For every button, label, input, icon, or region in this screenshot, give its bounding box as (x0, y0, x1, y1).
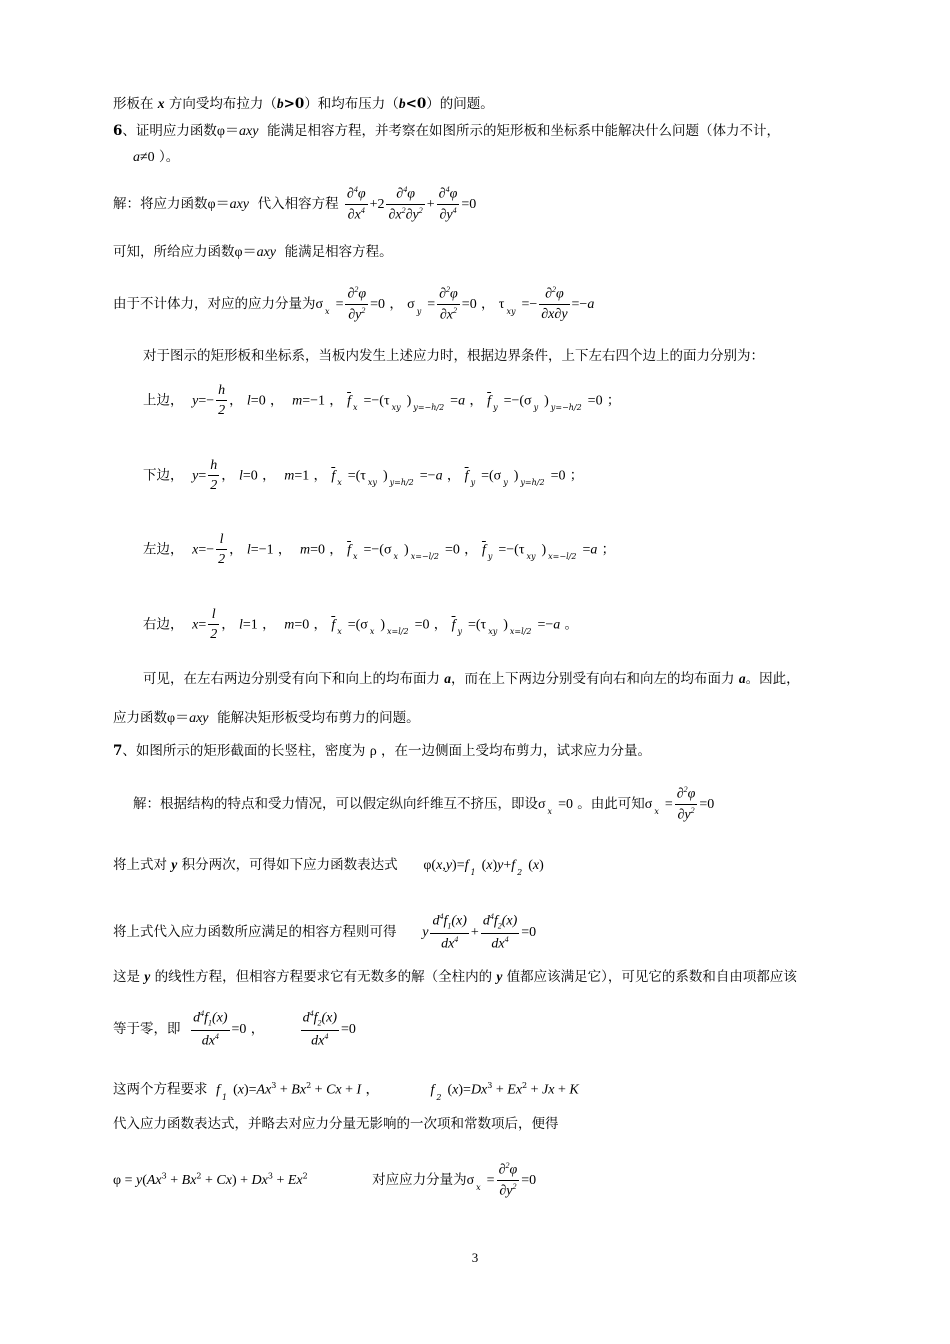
problem-6-condition: a≠0 ）。 (133, 149, 180, 165)
compat-substitution: 将上式代入应力函数所应满足的相容方程则可得 y $\frac{d^4f_1(x)}{dx^4}$ + $\frac{d^4f_2(x)}{dx^4}$ =0 (113, 912, 537, 952)
solution-7-assumption: 解：根据结构的特点和受力情况，可以假定纵向纤维互不挤压，即设σ $_x$ =0 。由此可知σ $_x$ = $\frac{\partial^2\varphi}{\partial y^2}$ =0 (133, 785, 715, 823)
final-stress-function: $\varphi = y(Ax^3 + Bx^2 + Cx) + Dx^3 + Ex^2$ 对应应力分量为σ $_x$ = $\frac{\partial^2\varphi}{\partial y^2}$ =0 (113, 1161, 537, 1199)
coefficient-conditions: 等于零，即 $\frac{d^4f_1(x)}{dx^4}$ =0 ， $\frac{d^4f_2(x)}{dx^4}$ =0 (113, 1009, 356, 1049)
function-forms: 这两个方程要求 f $_1$ $(x)=Ax^3 + Bx^2 + Cx + I$ ， f $_2$ $(x)=Dx^3 + Ex^2 + Jx + K$ (113, 1081, 579, 1102)
text-line-21: 代入应力函数表达式，并略去对应力分量无影响的一次项和常数项后，便得 (113, 1116, 559, 1132)
problem-6-statement: 6、证明应力函数φ＝axy 能满足相容方程，并考察在如图所示的矩形板和坐标系中能解决什么问题（体力不计， (113, 123, 781, 139)
text-line-5: 可知，所给应力函数φ＝axy 能满足相容方程。 (113, 244, 393, 260)
boundary-bottom: 下边， y= $\frac{h}{2}$ ， l=0 ， m=1 ， $\overline{f}$ $_x$ =(τ $_{xy}$ ) $_{y=h/2}$ =−a ， $\overline{f}$ $_y$ =(σ $_y$ ) $_{y=h/2}$ =0 ； (143, 458, 584, 494)
text-line-12: 可见，在左右两边分别受有向下和向上的均布面力 a，而在上下两边分别受有向右和向左的均布面力 a。因此， (143, 671, 800, 687)
stress-components-6: 由于不计体力，对应的应力分量为σ $_x$ = $\frac{\partial^2\varphi}{\partial y^2}$ =0 ， σ $_y$ = $\frac{\partial^2\varphi}{\partial x^2}$ =0 ， τ $_{xy}$ =− $\frac{\partial^2\varphi}{\partial x\partial y}$ =−a (113, 285, 595, 323)
text-line-1: 形板在 x 方向受均布拉力（b>0）和均布压力（b<0）的问题。 (113, 96, 494, 112)
problem-7-statement: 7、如图所示的矩形截面的长竖柱，密度为 ρ ，在一边侧面上受均布剪力，试求应力分量。 (113, 743, 651, 759)
text-line-18: 这是 y 的线性方程，但相容方程要求它有无数多的解（全柱内的 y 值都应该满足它），可见它的系数和自由项都应该 (113, 969, 797, 985)
boundary-left: 左边， x=− $\frac{l}{2}$ ， l=−1 ， m=0 ， $\overline{f}$ $_x$ =−(σ $_x$ ) $_{x=-l/2}$ =0 ， $\overline{f}$ $_y$ =−(τ $_{xy}$ ) $_{x=-l/2}$ =a ； (143, 532, 616, 568)
page-number: 3 (471, 1250, 479, 1265)
boundary-top: 上边， y=− $\frac{h}{2}$ ， l=0 ， m=−1 ， $\overline{f}$ $_x$ =−(τ $_{xy}$ ) $_{y=-h/2}$ =a ， $\overline{f}$ $_y$ =−(σ $_y$ ) $_{y=-h/2}$ =0 ； (143, 383, 621, 419)
text-line-7: 对于图示的矩形板和坐标系，当板内发生上述应力时，根据边界条件，上下左右四个边上的面力分别为： (143, 348, 764, 364)
solution-6-compat: 解：将应力函数φ＝axy 代入相容方程 $\frac{\partial^4\varphi}{\partial x^4}$ +2 $\frac{\partial^4\varphi}{\partial x^2\partial y^2}$ + $\frac{\partial^4\varphi}{\partial y^4}$ =0 (113, 185, 477, 223)
boundary-right: 右边， x= $\frac{l}{2}$ ， l=1 ， m=0 ， $\overline{f}$ $_x$ =(σ $_x$ ) $_{x=l/2}$ =0 ， $\overline{f}$ $_y$ =(τ $_{xy}$ ) $_{x=l/2}$ =−a 。 (143, 607, 579, 643)
stress-function-expr: 将上式对 y 积分两次，可得如下应力函数表达式 φ(x,y)=f $_1$ (x)y+f $_2$ (x) (113, 857, 544, 877)
text-line-13: 应力函数φ＝axy 能解决矩形板受均布剪力的问题。 (113, 710, 420, 726)
